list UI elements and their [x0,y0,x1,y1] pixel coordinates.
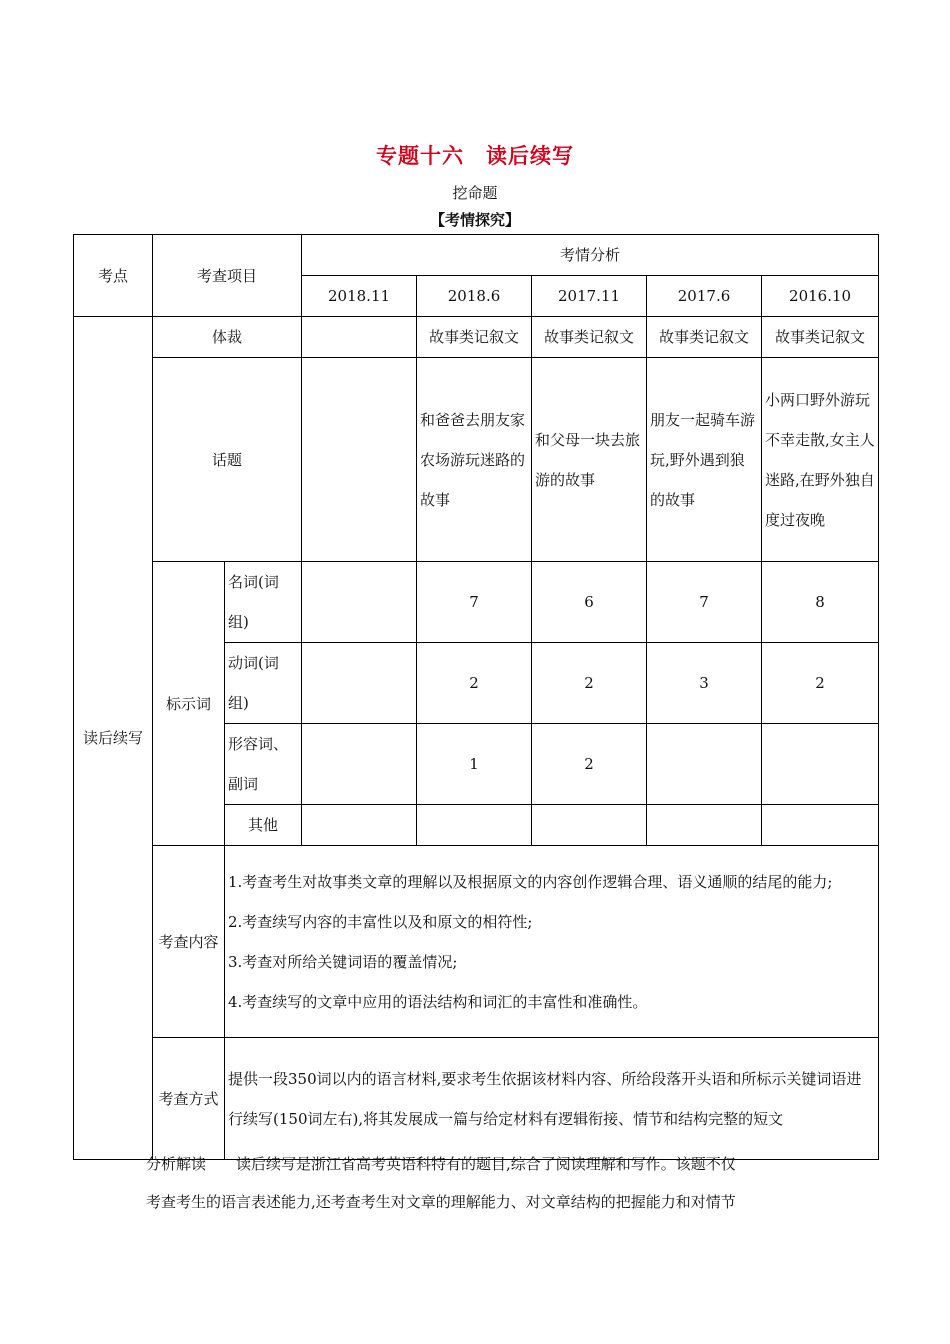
marker-type: 其他 [225,805,302,846]
marker-count [762,805,879,846]
marker-count [302,805,417,846]
marker-count: 7 [647,562,762,643]
genre-cell [302,317,417,358]
method-label: 考查方式 [153,1038,225,1160]
content-line: 3.考查对所给关键词语的覆盖情况; [228,952,458,971]
header-project: 考查项目 [153,235,302,317]
header-kaodian: 考点 [74,235,153,317]
analysis-line: 分析解读 读后续写是浙江省高考英语科特有的题目,综合了阅读理解和写作。该题不仅 [146,1155,736,1173]
topic-cell: 和父母一块去旅游的故事 [532,358,647,562]
marker-count: 2 [762,643,879,724]
topic-cell: 小两口野外游玩不幸走散,女主人迷路,在野外独自度过夜晚 [762,358,879,562]
page-title: 专题十六 读后续写 [376,143,574,168]
topic-label: 话题 [153,358,302,562]
content-label: 考查内容 [153,846,225,1038]
marker-count [302,562,417,643]
year-cell: 2018.11 [302,276,417,317]
marker-count [302,724,417,805]
marker-type: 形容词、副词 [225,724,302,805]
method-cell: 提供一段350词以内的语言材料,要求考生依据该材料内容、所给段落开头语和所标示关键词语进行续写(150词左右),将其发展成一篇与给定材料有逻辑衔接、情节和结构完整的短文 [225,1038,879,1160]
marker-label: 标示词 [153,562,225,846]
content-line: 4.考查续写的文章中应用的语法结构和词汇的丰富性和准确性。 [228,992,648,1011]
marker-count [647,724,762,805]
kaodian-cell: 读后续写 [74,317,153,1160]
section-heading: 【考情探究】 [429,211,520,229]
genre-cell: 故事类记叙文 [762,317,879,358]
content-cell [225,846,879,1038]
marker-count [302,643,417,724]
marker-count [647,805,762,846]
genre-cell: 故事类记叙文 [647,317,762,358]
marker-count: 6 [532,562,647,643]
content-line: 2.考查续写内容的丰富性以及和原文的相符性; [228,912,533,931]
marker-count: 1 [417,724,532,805]
year-cell: 2017.11 [532,276,647,317]
marker-type: 动词(词组) [225,643,302,724]
year-cell: 2016.10 [762,276,879,317]
marker-count: 2 [417,643,532,724]
header-analysis: 考情分析 [302,235,879,276]
marker-type: 名词(词组) [225,562,302,643]
analysis-line: 考查考生的语言表述能力,还考查考生对文章的理解能力、对文章结构的把握能力和对情节 [146,1193,736,1211]
genre-label: 体裁 [153,317,302,358]
marker-count: 7 [417,562,532,643]
year-cell: 2018.6 [417,276,532,317]
marker-count: 2 [532,724,647,805]
marker-count: 3 [647,643,762,724]
subtitle: 挖命题 [452,184,498,202]
genre-cell: 故事类记叙文 [532,317,647,358]
exam-analysis-table [73,234,879,1160]
marker-count [417,805,532,846]
topic-cell: 和爸爸去朋友家农场游玩迷路的故事 [417,358,532,562]
marker-count [762,724,879,805]
topic-cell [302,358,417,562]
marker-count: 2 [532,643,647,724]
marker-count [532,805,647,846]
genre-cell: 故事类记叙文 [417,317,532,358]
content-line: 1.考查考生对故事类文章的理解以及根据原文的内容创作逻辑合理、语义通顺的结尾的能力; [228,872,833,891]
year-cell: 2017.6 [647,276,762,317]
topic-cell: 朋友一起骑车游玩,野外遇到狼的故事 [647,358,762,562]
marker-count: 8 [762,562,879,643]
